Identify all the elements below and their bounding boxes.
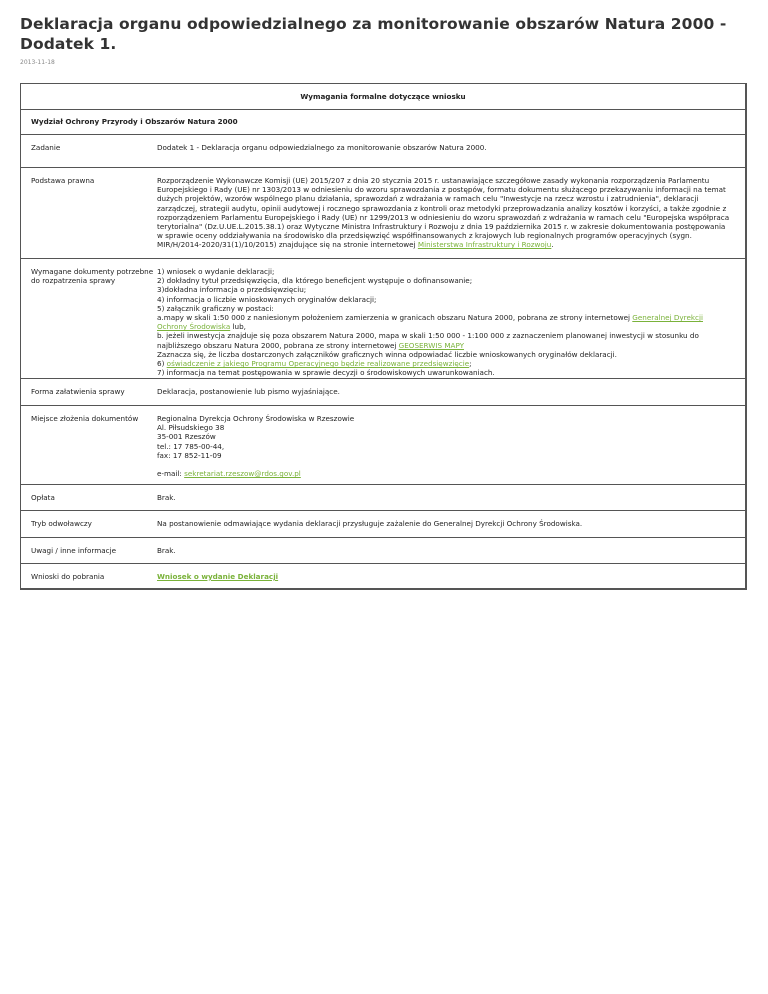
- statement-link[interactable]: oświadczenie z jakiego Programu Operacyjnego będzie realizowane przedsięwzięcie: [166, 359, 470, 369]
- ministry-link[interactable]: Ministerstwa Infrastruktury i Rozwoju: [417, 240, 552, 250]
- gdos-link[interactable]: Generalnej Dyrekcji Ochrony Środowiska: [157, 313, 703, 332]
- table-header: Wymagania formalne dotyczące wniosku: [21, 84, 745, 110]
- list-item: [157, 359, 733, 368]
- department-name: Wydział Ochrony Przyrody i Obszarów Natura 2000: [21, 110, 745, 135]
- map-text: b. jeżeli inwestycja znajduje się poza obszarem Natura 2000, mapa w skali 1:50 000 - 1:100 000 z zaznaczeniem planowanej inwestycji w stosunku do najbliższego obszaru Natura 2000, pobrana ze strony internetowej: [157, 331, 699, 350]
- row-label: Forma załatwienia sprawy: [31, 387, 125, 396]
- email-link[interactable]: sekretariat.rzeszow@rdos.gov.pl: [184, 469, 301, 479]
- download-form-link[interactable]: Wniosek o wydanie Deklaracji: [157, 572, 279, 581]
- list-item: 3)dokładna informacja o przedsięwzięciu;: [157, 285, 307, 295]
- office-city: 35-001 Rzeszów: [157, 432, 216, 442]
- list-item: [157, 313, 733, 331]
- row-value: [157, 406, 745, 484]
- table-row: [21, 564, 745, 588]
- map-text-end: lub,: [230, 322, 246, 332]
- row-value: Dodatek 1 - Deklaracja organu odpowiedzialnego za monitorowanie obszarów Natura 2000.: [157, 143, 487, 152]
- row-label: Wnioski do pobrania: [31, 572, 105, 581]
- table-row: [21, 485, 745, 511]
- list-item: 5) załącznik graficzny w postaci:: [157, 303, 274, 313]
- email-label: e-mail:: [157, 469, 185, 479]
- row-label: Miejsce złożenia dokumentów: [31, 414, 139, 423]
- table-row: [21, 511, 745, 538]
- row-label: Podstawa prawna: [31, 176, 95, 185]
- office-address: Al. Piłsudskiego 38: [157, 423, 225, 433]
- item-end: ;: [469, 359, 472, 369]
- list-item: 1) wniosek o wydanie deklaracji;: [157, 267, 275, 276]
- table-row: [21, 538, 745, 564]
- office-fax: fax: 17 852-11-09: [157, 450, 222, 460]
- row-value: [157, 168, 745, 258]
- table-row: [21, 259, 745, 379]
- row-label: Opłata: [31, 493, 55, 502]
- geoserwis-link[interactable]: GEOSERWIS MAPY: [398, 340, 465, 350]
- table-row: [21, 135, 745, 168]
- list-item: 7) informacja na temat postępowania w sprawie decyzji o środowiskowych uwarunkowaniach.: [157, 368, 495, 378]
- row-label: Uwagi / inne informacje: [31, 546, 116, 555]
- row-value: Deklaracja, postanowienie lub pismo wyjaśniające.: [157, 387, 340, 396]
- list-item: 4) informacja o liczbie wnioskowanych oryginałów deklaracji;: [157, 294, 377, 304]
- item-number: 6): [157, 359, 167, 369]
- office-email: [157, 469, 733, 478]
- office-name: Regionalna Dyrekcja Ochrony Środowiska w Rzeszowie: [157, 414, 355, 423]
- table-row: [21, 168, 745, 259]
- list-item: [157, 331, 733, 349]
- row-value: [157, 259, 745, 378]
- row-label: Tryb odwoławczy: [31, 519, 92, 528]
- row-label: Zadanie: [31, 143, 61, 152]
- list-item: 2) dokładny tytuł przedsięwzięcia, dla którego beneficjent występuje o dofinansowanie;: [157, 276, 473, 286]
- requirements-table: [20, 83, 747, 590]
- office-phone: tel.: 17 785-00-44,: [157, 441, 225, 451]
- map-text: a.mapy w skali 1:50 000 z naniesionym położeniem zamierzenia w granicach obszaru Natura 2000, pobrana ze strony internetowej: [157, 313, 633, 323]
- publish-date: 2013-11-18: [20, 59, 55, 66]
- legal-basis-text: Rozporządzenie Wykonawcze Komisji (UE) 2015/207 z dnia 20 stycznia 2015 r. ustanawiające szczegółowe zasady wykonania rozporządzenia Parlamentu Europejskiego i Rady (UE) nr 1303/2013 w odniesieniu do wzoru sprawozdania z postępów, formatu dokumentu służącego przekazywaniu informacji na temat dużych projektów, wzorów wspólnego planu działania, sprawozdań z wdrażania w ramach celu "Inwestycje na rzecz wzrostu i zatrudnienia", deklaracji zarządczej, strategii audytu, opinii audytowej i rocznego sprawozdania z kontroli oraz metodyki przeprowadzania analizy kosztów i korzyści, a także zgodnie z rozporządzeniem Parlamentu Europejskiego i Rady (UE) nr 1299/2013 w odniesieniu do wzoru sprawozdań z wdrażania w ramach celu "Europejska współpraca terytorialna" (Dz.U.UE.L.2015.38.1) oraz Wytyczne Ministra Infrastruktury i Rozwoju z dnia 19 października 2015 r. w zakresie dokumentowania postępowania w sprawie oceny oddziaływania na środowisko dla przedsięwzięć współfinansowanych z krajowych lub regionalnych programów operacyjnych (sygn. MIR/H/2014-2020/31(1)/10/2015) znajdujące się na stronie internetowej: [157, 176, 730, 250]
- row-label: Wymagane dokumenty potrzebne do rozpatrzenia sprawy: [31, 267, 154, 286]
- page-title: Deklaracja organu odpowiedzialnego za monitorowanie obszarów Natura 2000 - Dodatek 1.: [20, 15, 727, 53]
- legal-basis-end: .: [551, 240, 554, 250]
- row-value: Brak.: [157, 493, 176, 502]
- row-value: Brak.: [157, 546, 176, 555]
- row-value: [157, 564, 745, 588]
- row-value: Na postanowienie odmawiające wydania deklaracji przysługuje zażalenie do Generalnej Dyrekcji Ochrony Środowiska.: [157, 519, 583, 528]
- list-item: Zaznacza się, że liczba dostarczonych załączników graficznych winna odpowiadać liczbie wnioskowanych oryginałów deklaracji.: [157, 349, 617, 359]
- table-row: [21, 406, 745, 485]
- table-row: [21, 379, 745, 406]
